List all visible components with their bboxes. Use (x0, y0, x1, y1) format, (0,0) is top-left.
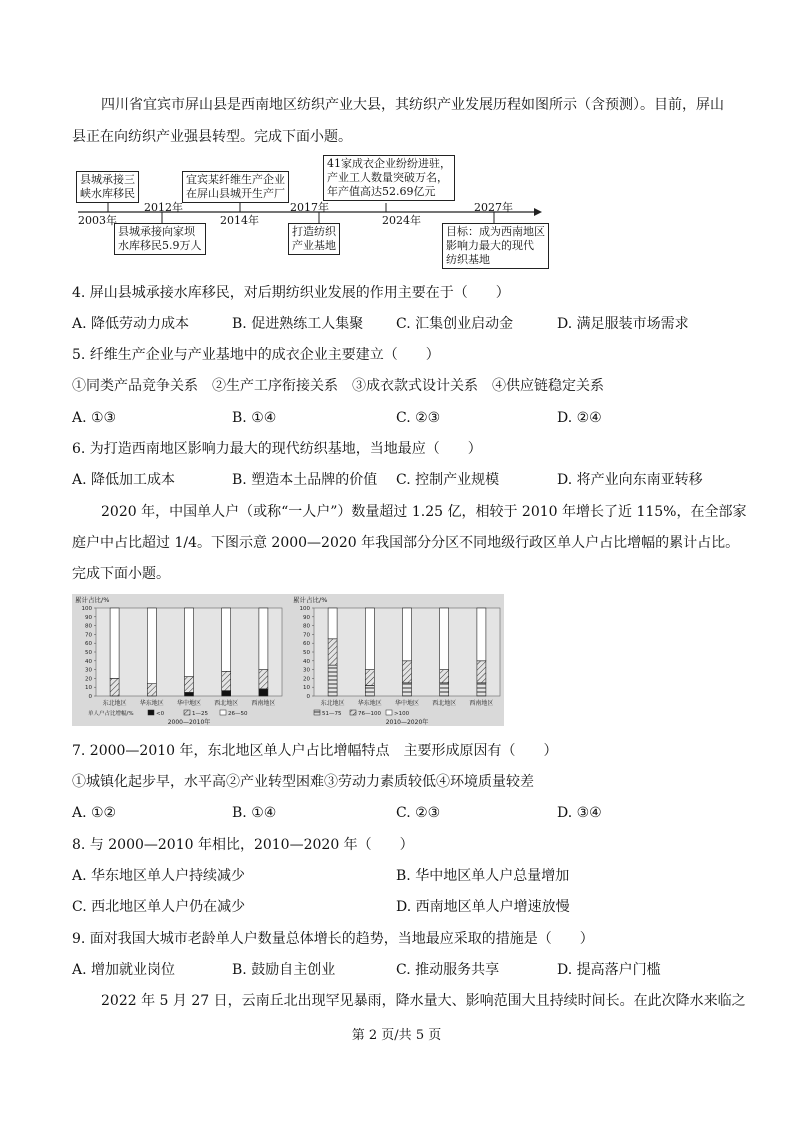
y-tick-label: 0 (88, 694, 92, 700)
y-tick-label: 80 (85, 623, 92, 630)
legend-swatch (350, 710, 356, 715)
q8-option-d[interactable]: D. 西南地区单人户增速放慢 (396, 899, 570, 915)
timeline-year: 2003年 (78, 214, 117, 227)
q4-option-d[interactable]: D. 满足服装市场需求 (557, 316, 689, 332)
x-tick-label: 西北地区 (432, 700, 457, 707)
y-tick-label: 10 (85, 685, 92, 692)
x-tick-label: 西北地区 (214, 700, 239, 707)
timeline-box-2012: 县城承接向家坝 水库移民5.9万人 (114, 223, 206, 255)
timeline-diagram (74, 155, 554, 275)
legend-label: 76—100 (358, 711, 381, 717)
page-footer: 第 2 页/共 5 页 (351, 1028, 442, 1043)
legend-swatch (148, 710, 154, 715)
q6-option-b[interactable]: B. 塑造本土品牌的价值 (232, 472, 378, 488)
timeline-year: 2012年 (144, 201, 183, 214)
q9-option-d[interactable]: D. 提高落户门槛 (557, 962, 661, 978)
bar-segment (222, 608, 231, 671)
q5-option-d[interactable]: D. ②④ (557, 410, 602, 426)
bar-segment (365, 670, 374, 686)
x-tick-label: 华东地区 (139, 700, 164, 707)
q5-option-c[interactable]: C. ②③ (396, 410, 441, 426)
x-tick-label: 东北地区 (102, 700, 127, 707)
y-tick-label: 50 (85, 650, 92, 656)
timeline-box-2017: 打造纺织 产业基地 (288, 223, 340, 255)
bar-segment (440, 608, 449, 670)
y-tick-label: 100 (81, 606, 92, 612)
bar-segment (403, 608, 412, 661)
q7-stem: 7. 2000—2010 年，东北地区单人户占比增幅特点 主要形成原因有（ ） (72, 743, 558, 759)
q8-option-a[interactable]: A. 华东地区单人户持续减少 (72, 868, 246, 884)
bar-segment (259, 608, 268, 670)
bar-segment (328, 665, 337, 696)
bar-segment (328, 639, 337, 665)
intro2-line3: 完成下面小题。 (72, 566, 170, 582)
stacked-bar-chart-figure (72, 594, 504, 726)
legend-label: <0 (156, 711, 165, 717)
y-tick-label: 40 (303, 658, 310, 665)
q7-option-c[interactable]: C. ②③ (396, 805, 441, 821)
x-tick-label: 西南地区 (251, 700, 276, 707)
timeline-box-2024: 41家成衣企业纷纷进驻， 产业工人数量突破万名， 年产值高达52.69亿元 (323, 155, 455, 201)
bar-segment (365, 685, 374, 696)
y-axis-label: 累计占比/% (293, 596, 328, 604)
legend-label: 26—50 (228, 711, 248, 717)
legend-title: 单人户占比增幅/% (88, 711, 134, 717)
y-tick-label: 30 (303, 667, 310, 674)
bar-segment (477, 608, 486, 661)
y-tick-label: 40 (85, 658, 92, 665)
y-tick-label: 0 (306, 694, 310, 700)
bar-segment (477, 661, 486, 683)
legend-swatch (184, 710, 190, 715)
legend-label: 1—25 (192, 711, 208, 717)
q9-option-b[interactable]: B. 鼓励自主创业 (232, 962, 336, 978)
x-tick-label: 华中地区 (394, 700, 420, 707)
chart-svg (72, 594, 504, 726)
q4-option-b[interactable]: B. 促进熟练工人集聚 (232, 316, 364, 332)
bar-segment (222, 691, 231, 696)
q8-option-c[interactable]: C. 西北地区单人户仍在减少 (72, 899, 246, 915)
q7-items: ①城镇化起步早，水平高②产业转型困难③劳动力素质较低④环境质量较差 (72, 774, 534, 790)
intro2-line2: 庭户中占比超过 1/4。下图示意 2000—2020 年我国部分分区不同地级行政区单人户占比增幅的累计占比。 (72, 535, 740, 551)
legend-swatch (314, 710, 320, 715)
y-tick-label: 80 (303, 623, 310, 630)
bar-segment (403, 683, 412, 696)
x-tick-label: 东北地区 (320, 700, 345, 707)
q7-option-a[interactable]: A. ①② (72, 805, 117, 821)
bar-segment (110, 678, 119, 696)
y-tick-label: 90 (303, 614, 310, 621)
timeline-year: 2027年 (474, 201, 513, 214)
y-tick-label: 70 (85, 632, 92, 639)
q4-option-a[interactable]: A. 降低劳动力成本 (72, 316, 190, 332)
q7-option-b[interactable]: B. ①④ (232, 805, 277, 821)
intro1-line1: 四川省宜宾市屏山县是西南地区纺织产业大县，其纺织产业发展历程如图所示（含预测）。目前，屏山 (101, 97, 724, 113)
q9-option-c[interactable]: C. 推动服务共享 (396, 962, 500, 978)
q9-option-a[interactable]: A. 增加就业岗位 (72, 962, 176, 978)
q5-option-b[interactable]: B. ①④ (232, 410, 277, 426)
q6-option-d[interactable]: D. 将产业向东南亚转移 (557, 472, 703, 488)
q8-option-b[interactable]: B. 华中地区单人户总量增加 (396, 868, 570, 884)
q7-option-d[interactable]: D. ③④ (557, 805, 602, 821)
q6-option-c[interactable]: C. 控制产业规模 (396, 472, 500, 488)
bar-segment (440, 670, 449, 683)
bar-segment (147, 684, 156, 696)
legend-swatch (220, 710, 226, 715)
y-tick-label: 60 (303, 641, 310, 648)
q4-option-c[interactable]: C. 汇集创业启动金 (396, 316, 514, 332)
y-tick-label: 20 (85, 676, 92, 683)
timeline-box-2014: 宜宾某纤维生产企业 在屏山县城开生产厂 (182, 171, 289, 203)
bar-segment (365, 608, 374, 670)
y-tick-label: 20 (303, 676, 310, 683)
y-tick-label: 10 (303, 685, 310, 692)
chart-subtitle: 2010—2020年 (385, 719, 429, 726)
bar-segment (440, 683, 449, 696)
bar-segment (403, 661, 412, 683)
y-tick-label: 50 (303, 650, 310, 656)
bar-segment (259, 670, 268, 689)
q6-option-a[interactable]: A. 降低加工成本 (72, 472, 176, 488)
intro1-line2: 县正在向纺织产业强县转型。完成下面小题。 (72, 129, 352, 145)
bar-segment (147, 608, 156, 684)
y-tick-label: 60 (85, 641, 92, 648)
y-axis-label: 累计占比/% (75, 596, 110, 604)
timeline-year: 2017年 (290, 201, 329, 214)
chart-subtitle: 2000—2010年 (167, 719, 211, 726)
bar-segment (185, 692, 194, 696)
bar-segment (477, 683, 486, 696)
y-tick-label: 100 (299, 606, 310, 612)
q9-stem: 9. 面对我国大城市老龄单人户数量总体增长的趋势，当地最应采取的措施是（ ） (72, 931, 594, 947)
bar-segment (259, 689, 268, 696)
timeline-year: 2024年 (382, 214, 421, 227)
bar-segment (328, 608, 337, 639)
x-tick-label: 华中地区 (176, 700, 202, 707)
q5-items: ①同类产品竞争关系 ②生产工序衔接关系 ③成衣款式设计关系 ④供应链稳定关系 (72, 378, 604, 394)
bar-segment (222, 671, 231, 690)
intro3-line1: 2022 年 5 月 27 日，云南丘北出现罕见暴雨，降水量大、影响范围大且持续时间长。在此次降水来临之 (101, 993, 746, 1009)
q6-stem: 6. 为打造西南地区影响力最大的现代纺织基地，当地最应（ ） (72, 441, 482, 457)
y-tick-label: 90 (85, 614, 92, 621)
x-tick-label: 华东地区 (357, 700, 382, 707)
intro2-line1: 2020 年，中国单人户（或称“一人户”）数量超过 1.25 亿，相较于 2010 年增长了近 115%，在全部家 (101, 504, 747, 520)
y-tick-label: 70 (303, 632, 310, 639)
x-tick-label: 西南地区 (469, 700, 494, 707)
bar-segment (110, 608, 119, 678)
legend-label: 51—75 (322, 711, 342, 717)
timeline-year: 2014年 (220, 214, 259, 227)
y-tick-label: 30 (85, 667, 92, 674)
q5-stem: 5. 纤维生产企业与产业基地中的成衣企业主要建立（ ） (72, 347, 440, 363)
q4-stem: 4. 屏山县城承接水库移民，对后期纺织业发展的作用主要在于（ ） (72, 285, 510, 301)
q5-option-a[interactable]: A. ①③ (72, 410, 117, 426)
q8-stem: 8. 与 2000—2010 年相比，2010—2020 年（ ） (72, 837, 414, 853)
timeline-box-2027: 目标：成为西南地区 影响力最大的现代 纺织基地 (442, 223, 549, 269)
bar-segment (185, 608, 194, 677)
legend-swatch (386, 710, 392, 715)
bar-segment (185, 677, 194, 693)
legend-label: >100 (394, 711, 410, 717)
timeline-box-2003: 县城承接三 峡水库移民 (76, 171, 139, 203)
